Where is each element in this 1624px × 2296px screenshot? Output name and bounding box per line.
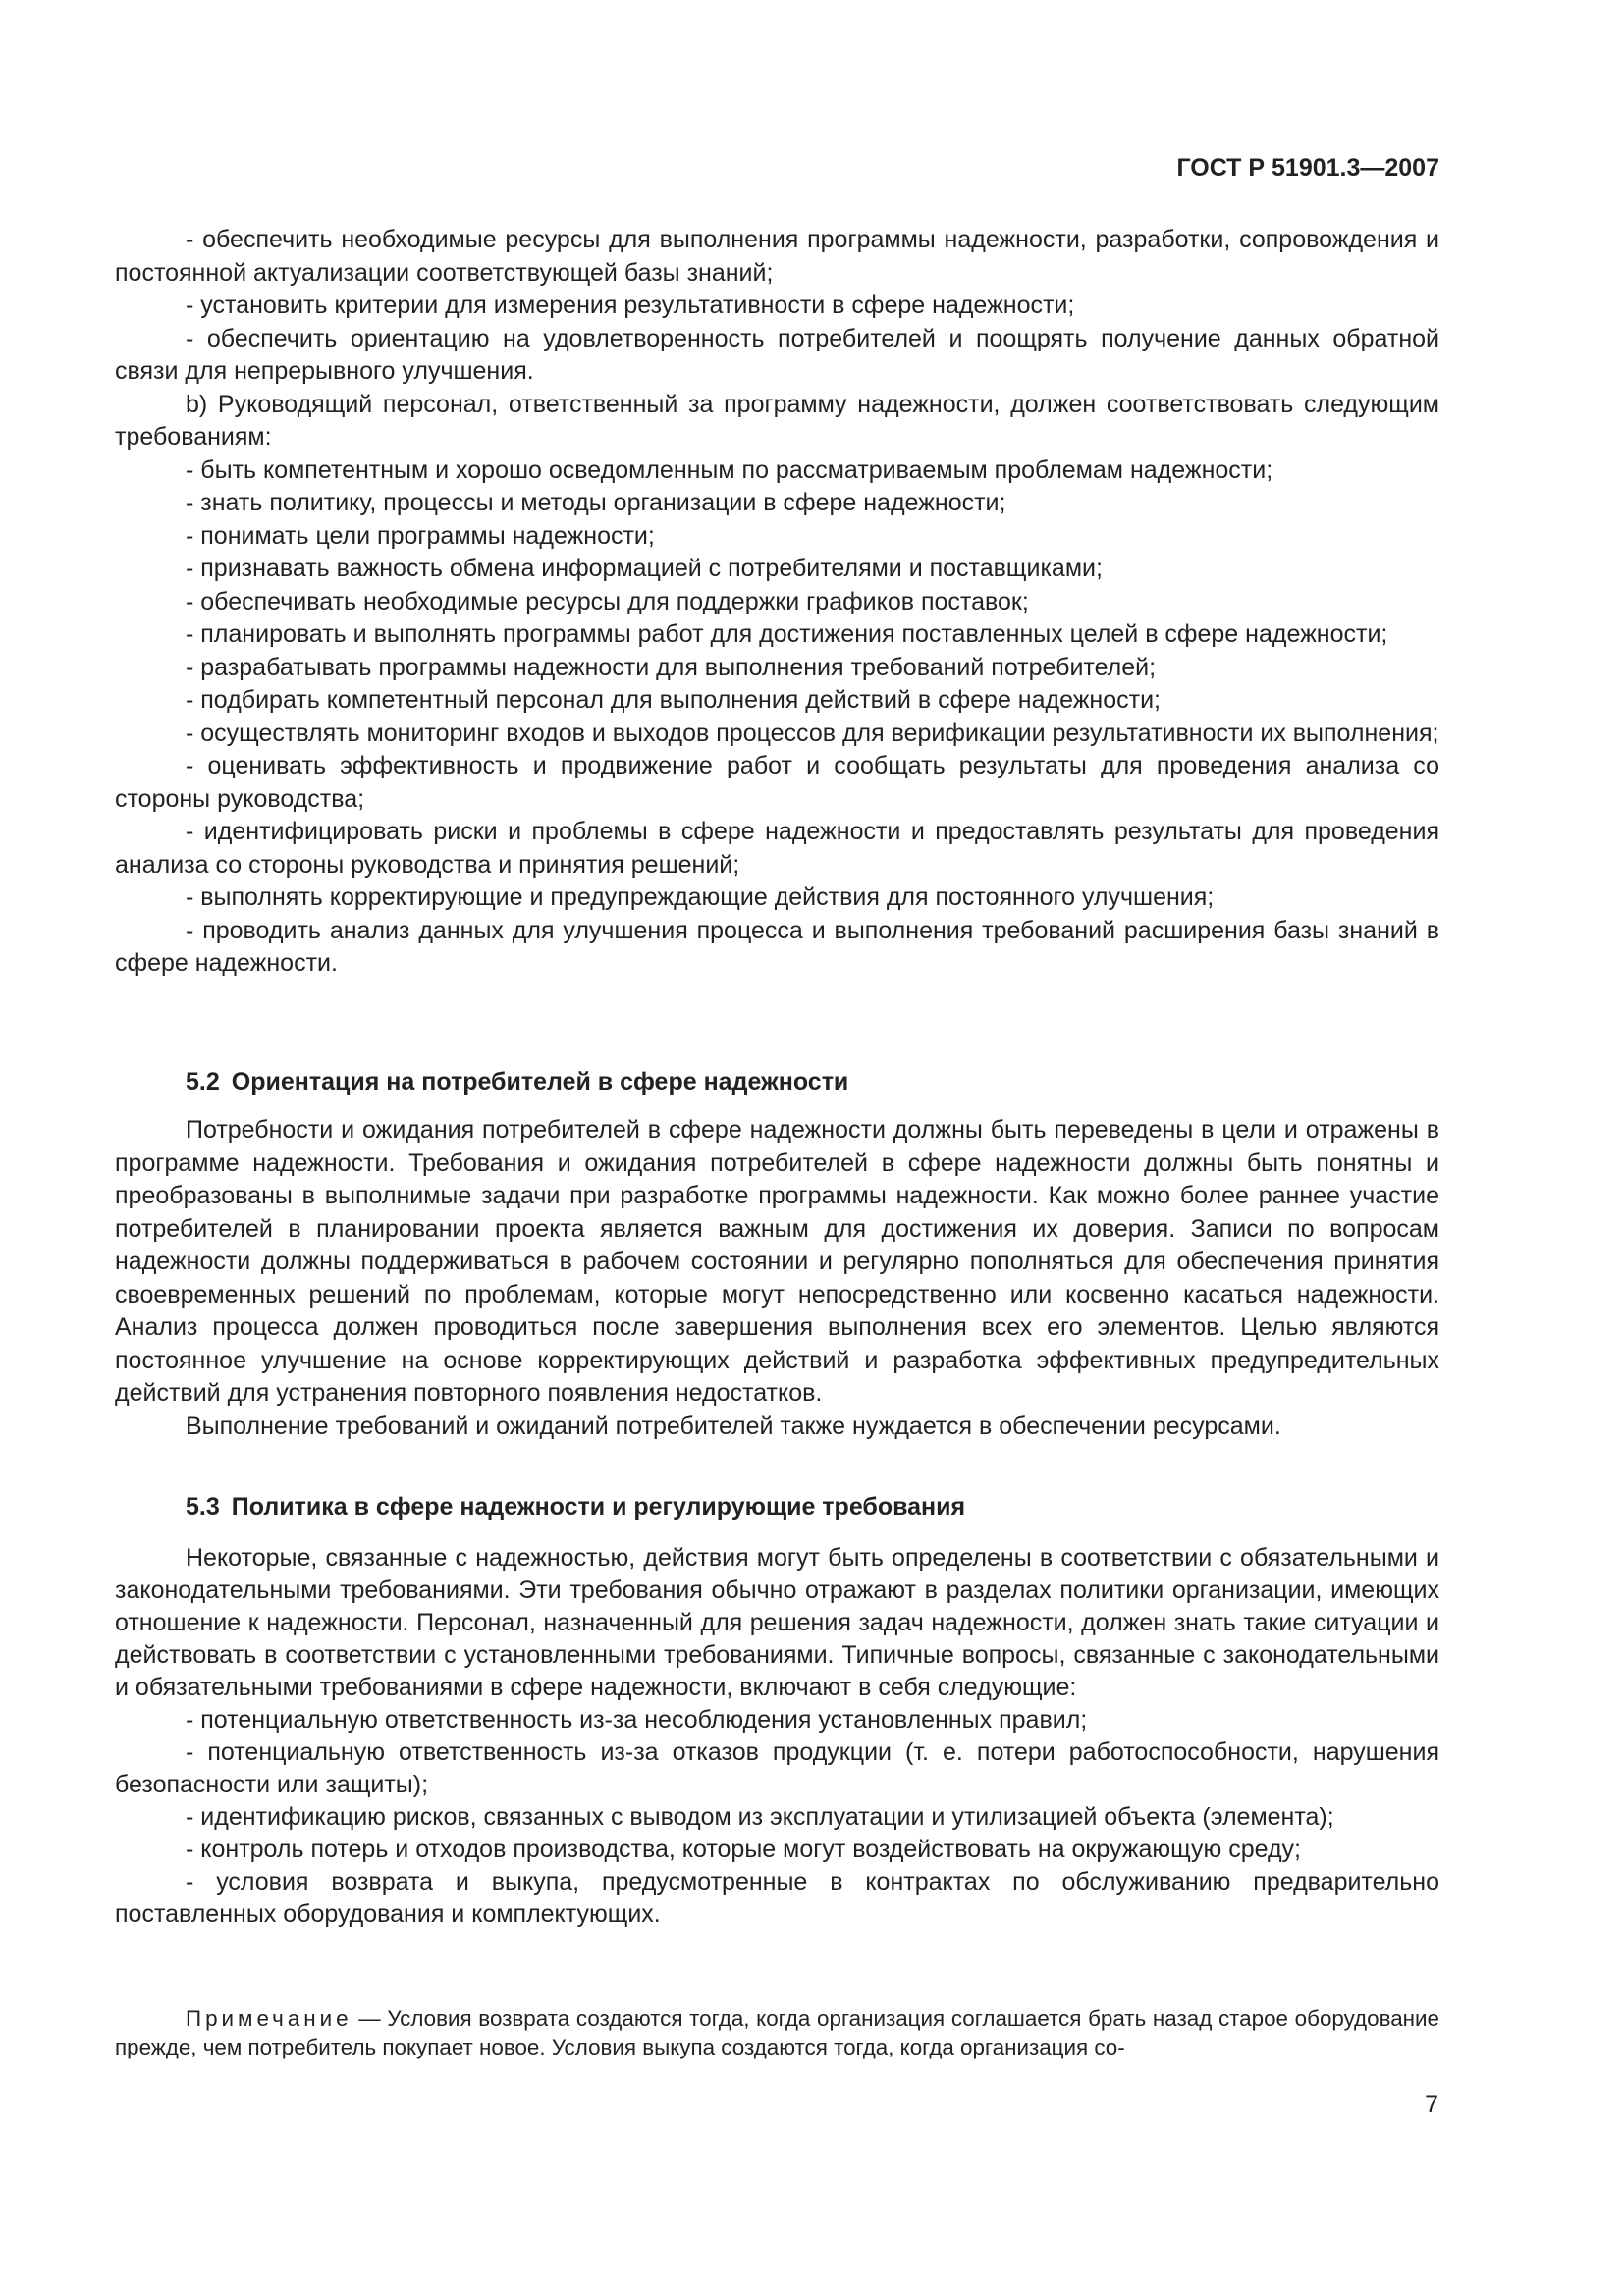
list-item: - понимать цели программы надежности; [186,521,655,550]
list-item: - идентификацию рисков, связанных с выводом из эксплуатации и утилизацией объекта (элемента); [186,1803,1334,1831]
list-item: - потенциальную ответственность из-за несоблюдения установленных правил; [186,1706,1088,1734]
continued-requirements-list [115,224,1439,981]
list-item: - обеспечивать необходимые ресурсы для поддержки графиков поставок; [186,587,1029,615]
note-paragraph [115,2004,1439,2061]
document-header: ГОСТ Р 51901.3—2007 [1176,154,1439,182]
list-item: - разрабатывать программы надежности для выполнения требований потребителей; [186,653,1157,681]
list-item: - знать политику, процессы и методы организации в сфере надежности; [186,489,1006,516]
note-text: — Условия возврата создаются тогда, когда организация соглашается брать назад старое оборудование прежде, чем потребитель покупает новое. Условия выкупа создаются тогда, когда организация со- [115,2006,1439,2059]
body-paragraph: Потребности и ожидания потребителей в сфере надежности должны быть переведены в цели и отражены в программе надежности. Требования и ожидания потребителей в сфере надежности должны быть понятны и преобразованы в выполнимые задачи при разработке программы надежности. Как можно более раннее участие потребителей в планировании проекта является важным для достижения их доверия. Записи по вопросам надежности должны поддерживаться в рабочем состоянии и регулярно пополняться для обеспечения принятия своевременных решений по проблемам, которые могут непосредственно или косвенно касаться надежности. Анализ процесса должен проводиться после завершения выполнения всех его элементов. Целью являются постоянное улучшение на основе корректирующих действий и разработка эффективных предупредительных действий для устранения повторного появления недостатков. [115,1116,1439,1407]
section-number: 5.3 [186,1493,220,1521]
list-item: - обеспечить необходимые ресурсы для выполнения программы надежности, разработки, сопровождения и постоянной актуализации соответствующей базы знаний; [115,226,1439,287]
section-title: Политика в сфере надежности и регулирующие требования [231,1493,966,1521]
list-item: - выполнять корректирующие и предупреждающие действия для постоянного улучшения; [186,883,1215,911]
list-item: - идентифицировать риски и проблемы в сфере надежности и предоставлять результаты для проведения анализа со стороны руководства и принятия решений; [115,818,1439,879]
list-item: - оценивать эффективность и продвижение работ и сообщать результаты для проведения анализа со стороны руководства; [115,752,1439,813]
section-number: 5.2 [186,1068,220,1095]
section-title: Ориентация на потребителей в сфере надежности [231,1068,849,1095]
paragraph-b: b) Руководящий персонал, ответственный за программу надежности, должен соответствовать следующим требованиям: [115,390,1439,451]
list-item: - контроль потерь и отходов производства, которые могут воздействовать на окружающую среду; [186,1836,1301,1863]
list-item: - подбирать компетентный персонал для выполнения действий в сфере надежности; [186,686,1162,714]
body-paragraph: Выполнение требований и ожиданий потребителей также нуждается в обеспечении ресурсами. [186,1412,1281,1440]
list-item: - потенциальную ответственность из-за отказов продукции (т. е. потери работоспособности, нарушения безопасности или защиты); [115,1738,1439,1798]
page-number: 7 [1425,2091,1438,2118]
list-item: - признавать важность обмена информацией с потребителями и поставщиками; [186,555,1103,582]
body-paragraph: Некоторые, связанные с надежностью, действия могут быть определены в соответствии с обязательными и законодательными требованиями. Эти требования обычно отражают в разделах политики организации, имеющих отношение к надежности. Персонал, назначенный для решения задач надежности, должен знать такие ситуации и действовать в соответствии с установленными требованиями. Типичные вопросы, связанные с законодательными и обязательными требованиями в сфере надежности, включают в себя следующие: [115,1544,1439,1701]
list-item: - установить критерии для измерения результативности в сфере надежности; [186,292,1075,319]
list-item: - быть компетентным и хорошо осведомленным по рассматриваемым проблемам надежности; [186,455,1273,484]
note [115,2004,1439,2061]
section-5-2-body [115,1062,1439,1443]
list-item: - проводить анализ данных для улучшения процесса и выполнения требований расширения базы знаний в сфере надежности. [115,916,1439,977]
list-item: - обеспечить ориентацию на удовлетворенность потребителей и поощрять получение данных обратной связи для непрерывного улучшения. [115,324,1439,385]
list-item: - условия возврата и выкупа, предусмотренные в контрактах по обслуживанию предварительно поставленных оборудования и комплектующих. [115,1868,1439,1928]
note-label: Примечание [186,2006,352,2031]
list-item: - планировать и выполнять программы работ для достижения поставленных целей в сфере надежности; [186,620,1388,648]
list-item: - осуществлять мониторинг входов и выходов процессов для верификации результативности их выполнения; [186,719,1439,747]
section-5-3-body [115,1490,1439,1931]
